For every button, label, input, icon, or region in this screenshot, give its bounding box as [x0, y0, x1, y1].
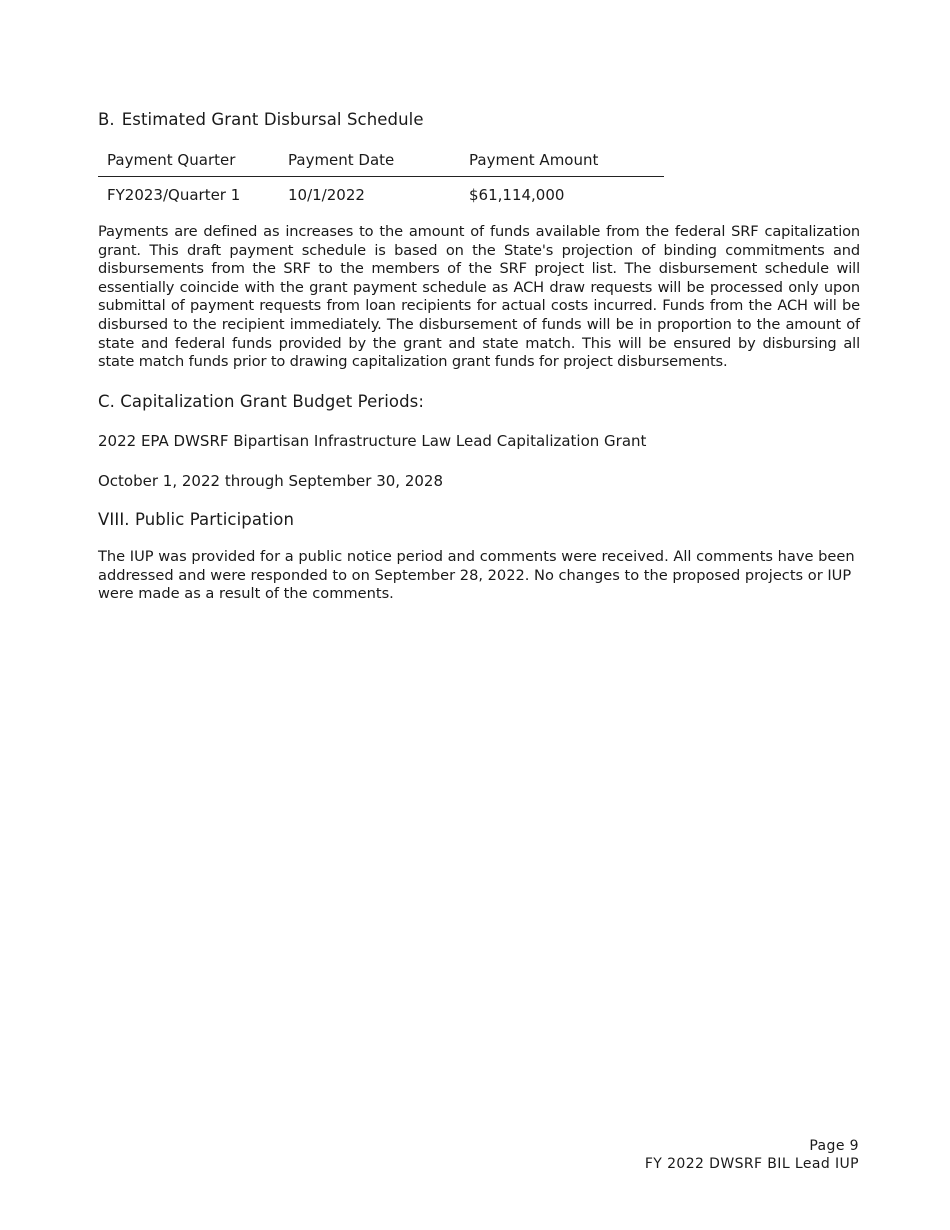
disbursal-schedule-table: [98, 148, 664, 207]
grant-period: October 1, 2022 through September 30, 2028: [98, 472, 443, 490]
section-c-heading: C. Capitalization Grant Budget Periods:: [98, 392, 425, 411]
table-header-row: [98, 148, 664, 177]
cell-payment-quarter: FY2023/Quarter 1: [107, 186, 241, 204]
header-payment-date: Payment Date: [279, 148, 460, 177]
section-viii-heading: VIII. Public Participation: [98, 510, 295, 529]
table-row: [98, 177, 664, 208]
cell-payment-amount: $61,114,000: [469, 186, 565, 204]
cell-payment-date: 10/1/2022: [288, 186, 365, 204]
payments-paragraph: Payments are defined as increases to the amount of funds available from the federal SRF capitalization grant. This draft payment schedule is based on the State's projection of binding commitments and disbursements from the SRF to the members of the SRF project list. The disbursement schedule will essentially coincide with the grant payment schedule as ACH draw requests will be processed only upon submittal of payment requests from loan recipients for actual costs incurred. Funds from the ACH will be disbursed to the recipient immediately. The disbursement of funds will be in proportion to the amount of state and federal funds provided by the grant and state match. This will be ensured by disbursing all state match funds prior to drawing capitalization grant funds for project disbursements.: [98, 223, 860, 371]
header-payment-quarter: Payment Quarter: [98, 148, 279, 177]
section-b-marker: B.: [98, 110, 115, 129]
public-participation-paragraph: The IUP was provided for a public notice period and comments were received. All comments have been addressed and were responded to on September 28, 2022. No changes to the proposed projects or IUP were made as a result of the comments.: [98, 548, 855, 603]
section-b-title: Estimated Grant Disbursal Schedule: [121, 110, 424, 129]
page-number: Page 9: [809, 1138, 859, 1154]
header-payment-amount: Payment Amount: [460, 148, 664, 177]
page-footer: [645, 1137, 859, 1173]
document-title: FY 2022 DWSRF BIL Lead IUP: [644, 1156, 859, 1172]
section-b-heading: [98, 110, 424, 129]
grant-name: 2022 EPA DWSRF Bipartisan Infrastructure Law Lead Capitalization Grant: [98, 432, 647, 450]
